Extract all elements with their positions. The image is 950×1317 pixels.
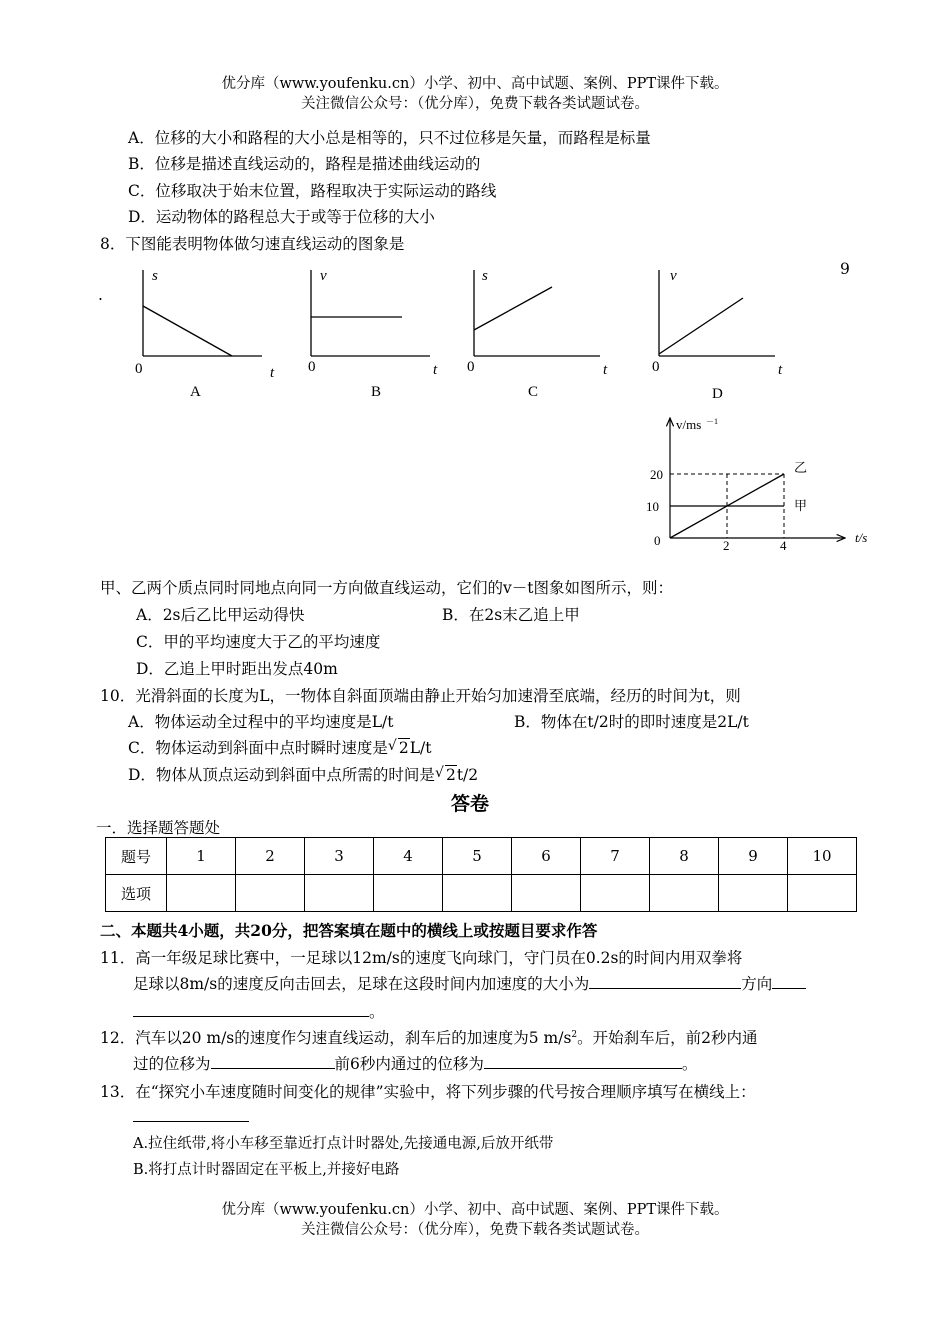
q9-option-b: B．在2s末乙追上甲 <box>442 606 580 624</box>
graph-d-label: D <box>712 386 723 402</box>
answer-cell[interactable] <box>581 875 650 912</box>
graph-c-origin: 0 <box>467 359 475 375</box>
answer-cell[interactable] <box>236 875 305 912</box>
header-line-2: 关注微信公众号：（优分库），免费下载各类试题试卷。 <box>301 96 649 112</box>
q11-line-1: 11．高一年级足球比赛中，一足球以12m/s的速度飞向球门，守门员在0.2s的时间内用双拳将 <box>100 949 743 967</box>
graph-c <box>467 268 608 400</box>
answer-cell[interactable] <box>512 875 581 912</box>
q13-step-b: B.将打点计时器固定在平板上,并接好电路 <box>133 1162 400 1178</box>
vt-y-label: v/ms <box>676 417 702 432</box>
q8-stem: 8．下图能表明物体做匀速直线运动的图象是 <box>100 235 405 253</box>
q10-option-a: A．物体运动全过程中的平均速度是L/t <box>128 713 394 731</box>
graph-d-y-label: v <box>670 268 677 284</box>
graph-b-x-label: t <box>433 362 438 378</box>
col-number: 9 <box>719 838 788 875</box>
q12-superscript: 2 <box>571 1029 578 1040</box>
q10-option-d-text: D．物体从顶点运动到斜面中点所需的时间是 <box>128 766 435 784</box>
q11-period: 。 <box>369 1003 385 1021</box>
answer-cell[interactable] <box>305 875 374 912</box>
q7-option-a: A．位移的大小和路程的大小总是相等的，只不过位移是矢量，而路程是标量 <box>128 129 651 147</box>
q10-option-d <box>128 763 478 785</box>
part1-heading: 一．选择题答题处 <box>96 819 221 837</box>
graph-a <box>135 268 275 400</box>
graph-b-label: B <box>371 384 382 400</box>
graph-c-label: C <box>528 384 539 400</box>
q8-graphs <box>0 0 950 420</box>
q12-text-3: 前6秒内通过的位移为 <box>334 1055 484 1073</box>
vt-x-tick-4: 4 <box>780 538 787 553</box>
q11-line-2 <box>133 972 806 994</box>
answer-cell[interactable] <box>650 875 719 912</box>
q10-option-b: B．物体在t/2时的即时速度是2L/t <box>514 713 749 731</box>
vt-y-tick-10: 10 <box>646 499 659 514</box>
col-number: 10 <box>788 838 857 875</box>
q9-stem: 甲、乙两个质点同时同地点向同一方向做直线运动，它们的v－t图象如图所示，则： <box>100 579 673 597</box>
q12-text-post: 。开始刹车后，前2秒内通 <box>577 1029 758 1047</box>
q13-line-1: 13．在“探究小车速度随时间变化的规律”实验中，将下列步骤的代号按合理顺序填写在横线上： <box>100 1083 756 1101</box>
q11-blank-direction[interactable] <box>772 974 806 989</box>
answer-cell[interactable] <box>374 875 443 912</box>
q11-direction-label: 方向 <box>741 975 773 993</box>
q12-line-2 <box>133 1052 697 1074</box>
graph-d <box>652 268 783 402</box>
graph-a-y-label: s <box>152 268 158 284</box>
series-yi-label: 乙 <box>794 460 808 475</box>
graph-a-origin: 0 <box>135 361 143 377</box>
q9-option-d: D．乙追上甲时距出发点40m <box>136 660 338 678</box>
col-number: 6 <box>512 838 581 875</box>
graph-d-x-label: t <box>778 362 783 378</box>
q12-period: 。 <box>681 1055 698 1073</box>
answer-cell[interactable] <box>443 875 512 912</box>
graph-b-y-label: v <box>320 268 327 284</box>
col-number: 5 <box>443 838 512 875</box>
graph-a-line <box>143 306 232 356</box>
vt-y-tick-0: 0 <box>654 533 661 548</box>
q7-option-b: B．位移是描述直线运动的，路程是描述曲线运动的 <box>128 155 481 173</box>
q11-text: 足球以8m/s的速度反向击回去，足球在这段时间内加速度的大小为 <box>133 975 590 993</box>
q11-blank-direction-cont[interactable] <box>133 1002 369 1017</box>
answer-cell[interactable] <box>167 875 236 912</box>
row-label-option: 选项 <box>106 875 167 912</box>
row-label-number: 题号 <box>106 838 167 875</box>
q12-blank-2s[interactable] <box>211 1054 335 1069</box>
col-number: 1 <box>167 838 236 875</box>
answer-cell[interactable] <box>788 875 857 912</box>
graph-c-line <box>474 287 552 330</box>
sqrt-symbol: √ 2 <box>435 766 457 784</box>
col-number: 8 <box>650 838 719 875</box>
answer-table <box>105 837 857 912</box>
graph-b <box>308 268 438 400</box>
graph-d-origin: 0 <box>652 359 660 375</box>
answer-cell[interactable] <box>719 875 788 912</box>
q8-dot: . <box>98 286 103 304</box>
sqrt-symbol: √ 2 <box>388 739 410 757</box>
series-jia-label: 甲 <box>794 498 808 513</box>
graph-d-line <box>659 298 743 354</box>
header-line-1: 优分库（www.youfenku.cn）小学、初中、高中试题、案例、PPT课件下载。 <box>221 76 729 92</box>
graph-c-x-label: t <box>603 362 608 378</box>
footer-line-1: 优分库（www.youfenku.cn）小学、初中、高中试题、案例、PPT课件下载。 <box>221 1202 729 1218</box>
q10-stem: 10．光滑斜面的长度为L，一物体自斜面顶端由静止开始匀加速滑至底端，经历的时间为t，则 <box>100 687 741 705</box>
q13-step-a: A.拉住纸带,将小车移至靠近打点计时器处,先接通电源,后放开纸带 <box>133 1136 554 1152</box>
graph-a-x-label: t <box>270 365 275 381</box>
q12-text: 12．汽车以20 m/s的速度作匀速直线运动，刹车后的加速度为5 m/s <box>100 1029 572 1047</box>
col-number: 3 <box>305 838 374 875</box>
graph-a-label: A <box>190 384 201 400</box>
q12-blank-6s[interactable] <box>484 1054 682 1069</box>
vt-y-label-sup: －1 <box>706 417 718 426</box>
q11-line-3 <box>133 1000 385 1022</box>
graph-b-origin: 0 <box>308 359 316 375</box>
q9-vt-chart <box>640 410 890 560</box>
graph-c-y-label: s <box>482 268 488 284</box>
q7-option-c: C．位移取决于始末位置，路程取决于实际运动的路线 <box>128 182 497 200</box>
q12-text-2: 过的位移为 <box>133 1055 211 1073</box>
vt-x-tick-2: 2 <box>723 538 730 553</box>
vt-y-tick-20: 20 <box>650 467 663 482</box>
answer-sheet-title: 答卷 <box>451 793 490 815</box>
q9-option-a: A．2s后乙比甲运动得快 <box>136 606 305 624</box>
col-number: 2 <box>236 838 305 875</box>
q11-blank-magnitude[interactable] <box>589 974 741 989</box>
q9-option-c: C．甲的平均速度大于乙的平均速度 <box>136 633 381 651</box>
q7-option-d: D．运动物体的路程总大于或等于位移的大小 <box>128 208 435 226</box>
q10-option-c <box>128 736 432 758</box>
q9-number: 9 <box>840 260 850 278</box>
q13-blank[interactable] <box>133 1121 249 1122</box>
footer-line-2: 关注微信公众号：（优分库），免费下载各类试题试卷。 <box>301 1222 649 1238</box>
q10-option-c-text: C．物体运动到斜面中点时瞬时速度是 <box>128 739 388 757</box>
table-row-numbers <box>106 838 857 875</box>
col-number: 4 <box>374 838 443 875</box>
q12-line-1 <box>100 1026 758 1048</box>
q10-option-d-unit: t/2 <box>456 766 479 784</box>
vt-x-label: t/s <box>855 530 868 545</box>
part2-heading: 二、本题共4小题，共20分，把答案填在题中的横线上或按题目要求作答 <box>100 921 598 940</box>
q10-option-c-unit: L/t <box>409 739 432 757</box>
col-number: 7 <box>581 838 650 875</box>
table-row-answers <box>106 875 857 912</box>
